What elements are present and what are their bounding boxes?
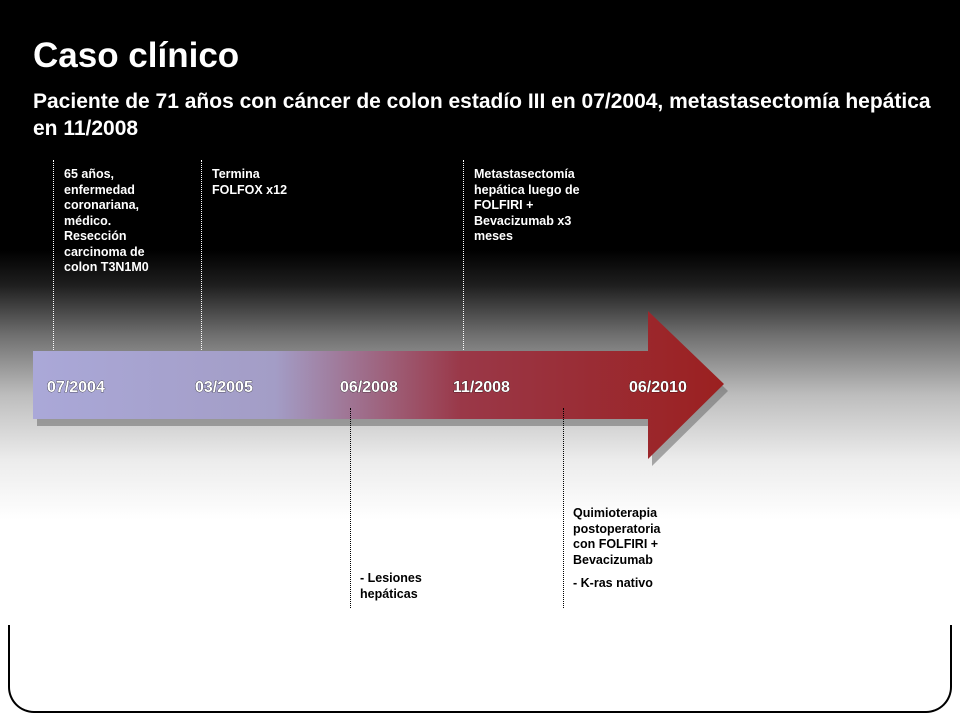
note-line: colon T3N1M0	[64, 260, 149, 274]
date-label: 07/2004	[47, 379, 105, 396]
note-line: - K-ras nativo	[573, 576, 653, 590]
note-line: Metastasectomía	[474, 167, 575, 181]
note-line: FOLFOX x12	[212, 182, 288, 197]
note-line: postoperatoria	[573, 521, 661, 536]
note-line: 65 años,	[64, 167, 115, 181]
note-line: meses	[474, 229, 513, 243]
date-label: 06/2010	[629, 379, 687, 396]
slide-frame	[8, 625, 952, 713]
note-line: FOLFIRI +	[474, 198, 534, 212]
note-line: hepáticas	[360, 586, 418, 601]
note-line: hepática luego de	[474, 182, 580, 197]
connector-line-06-2008	[350, 408, 351, 608]
note-line: Termina	[212, 167, 260, 181]
note-postop-chemo	[573, 506, 661, 592]
note-line: - Lesiones	[360, 571, 422, 585]
note-line: con FOLFIRI +	[573, 537, 659, 551]
note-line: coronariana,	[64, 198, 140, 212]
connector-line-06-2010	[563, 408, 564, 608]
note-line: Quimioterapia	[573, 506, 658, 520]
note-liver-lesions	[360, 571, 422, 602]
date-label: 03/2005	[195, 379, 253, 396]
note-line: carcinoma de	[64, 244, 145, 259]
slide-title: Caso clínico	[33, 36, 240, 75]
note-line: Resección	[64, 229, 127, 243]
note-line: Bevacizumab	[573, 552, 653, 567]
date-label: 06/2008	[340, 379, 398, 396]
date-label: 11/2008	[453, 379, 510, 396]
slide-subtitle: Paciente de 71 años con cáncer de colon estadío III en 07/2004, metastasectomía hepática en 11/2008	[33, 90, 931, 140]
note-line: enfermedad	[64, 182, 135, 197]
note-line: médico.	[64, 213, 112, 228]
note-line: Bevacizumab x3	[474, 213, 572, 228]
